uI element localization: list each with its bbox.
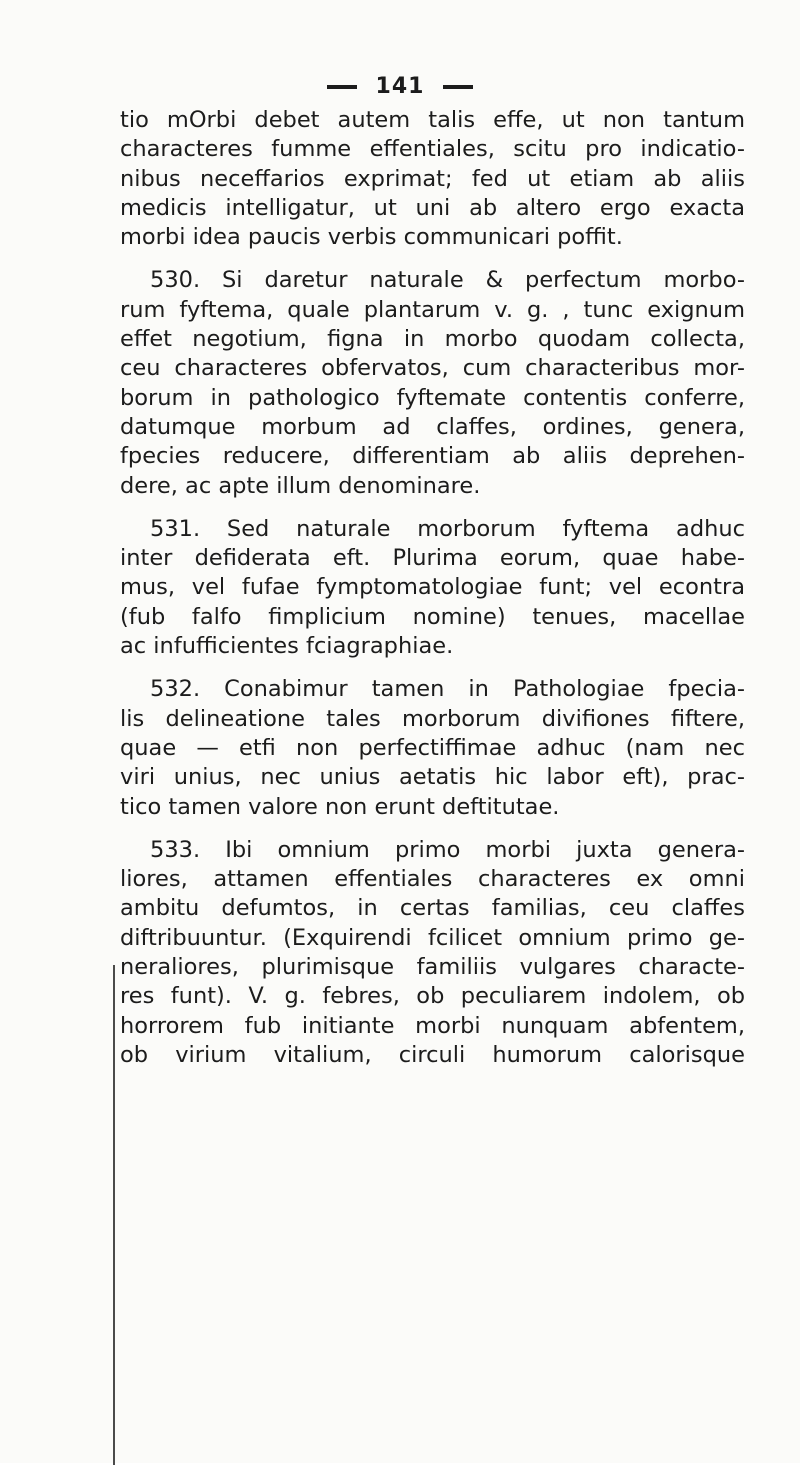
paragraph-532 — [120, 675, 745, 821]
text-line: diftribuuntur. (Exquirendi fcilicet omnium primo ge- — [120, 924, 745, 951]
text-line: 531. Sed naturale morborum fyftema adhuc — [150, 515, 745, 542]
text-line: rum fyftema, quale plantarum v. g. , tunc exignum — [120, 296, 745, 323]
text-line: ob virium vitalium, circuli humorum calorisque — [120, 1041, 745, 1068]
text-line: ceu characteres obfervatos, cum characteribus mor- — [120, 355, 745, 382]
text-line: medicis intelligatur, ut uni ab altero ergo exacta — [120, 194, 745, 221]
text-line: 532. Conabimur tamen in Pathologiae fpecia- — [150, 676, 745, 703]
text-line: effet negotium, figna in morbo quodam collecta, — [120, 326, 745, 353]
text-line: neraliores, plurimisque familiis vulgares characte- — [120, 954, 745, 981]
paragraph-531 — [120, 515, 745, 661]
binding-shadow-line — [113, 965, 115, 1465]
text-line: characteres fumme effentiales, scitu pro indicatio- — [120, 136, 745, 163]
paragraph-continuation — [120, 106, 745, 252]
text-line: tico tamen valore non erunt deftitutae. — [120, 793, 560, 820]
text-line: viri unius, nec unius aetatis hic labor eft), prac- — [120, 764, 745, 791]
page-number: 141 — [375, 74, 425, 99]
text-line: liores, attamen effentiales characteres ex omni — [120, 866, 745, 893]
text-line: mus, vel fufae fymptomatologiae funt; vel econtra — [120, 574, 745, 601]
header-dash-right — [443, 85, 473, 89]
text-line: borum in pathologico fyftemate contentis conferre, — [120, 384, 745, 411]
text-line: (fub falfo fimplicium nomine) tenues, macellae — [120, 603, 745, 630]
paragraph-530 — [120, 266, 745, 500]
text-line: nibus neceffarios exprimat; fed ut etiam ab aliis — [120, 165, 745, 192]
text-line: datumque morbum ad claffes, ordines, genera, — [120, 413, 745, 440]
text-line: morbi idea paucis verbis communicari poffit. — [120, 224, 623, 251]
text-line: 533. Ibi omnium primo morbi juxta genera- — [150, 836, 745, 863]
text-line: res funt). V. g. febres, ob peculiarem indolem, ob — [120, 983, 745, 1010]
text-line: ambitu defumtos, in certas familias, ceu claffes — [120, 895, 745, 922]
text-line: quae — etfi non perfectiffimae adhuc (nam nec — [120, 734, 745, 761]
text-line: ac infufficientes fciagraphiae. — [120, 633, 454, 660]
text-line: tio mOrbi debet autem talis effe, ut non tantum — [120, 107, 745, 133]
page-header — [0, 74, 800, 99]
paragraph-533 — [120, 836, 745, 1070]
text-line: lis delineatione tales morborum divifiones fiftere, — [120, 705, 745, 732]
body-text — [120, 106, 745, 1070]
text-line: horrorem fub initiante morbi nunquam abfentem, — [120, 1012, 745, 1039]
text-line: inter defiderata eft. Plurima eorum, quae habe- — [120, 545, 745, 572]
text-line: fpecies reducere, differentiam ab aliis deprehen- — [120, 443, 745, 470]
text-line: 530. Si daretur naturale & perfectum morbo- — [150, 267, 745, 294]
header-dash-left — [327, 85, 357, 89]
text-line: dere, ac apte illum denominare. — [120, 472, 481, 499]
